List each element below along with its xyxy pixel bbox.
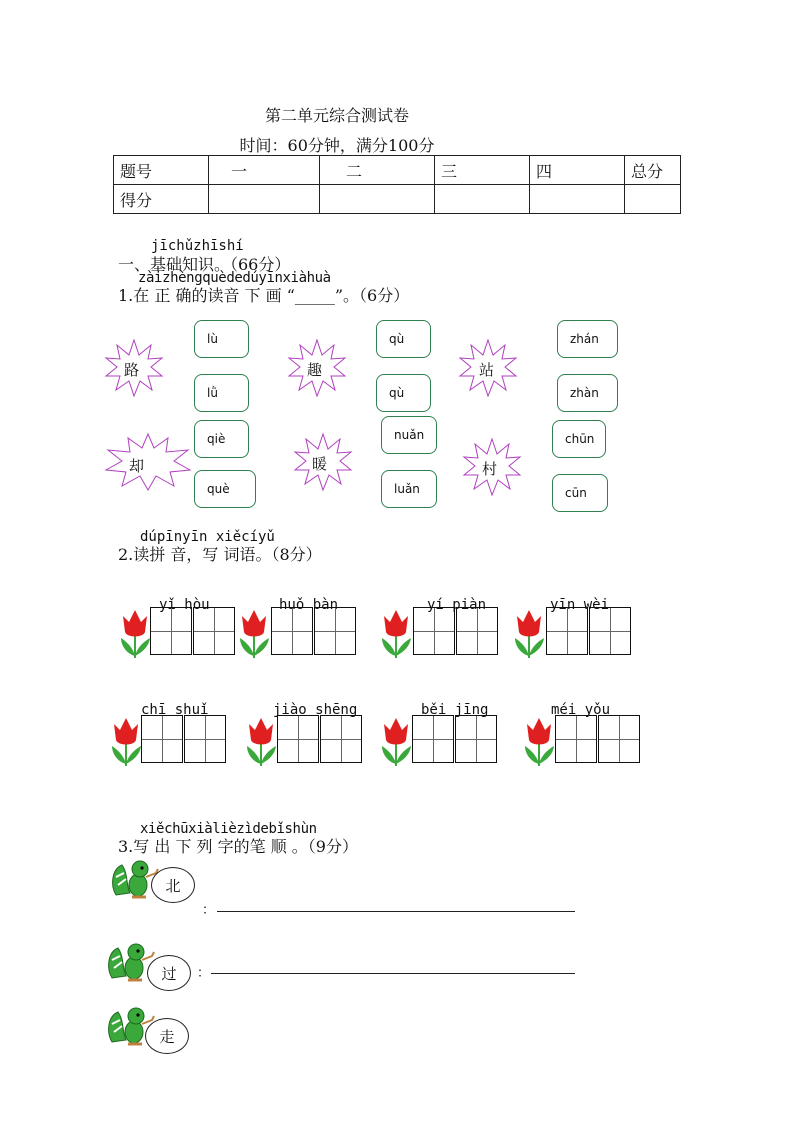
word-pinyin: běi jīng	[421, 702, 489, 718]
table-cell[interactable]	[625, 185, 681, 214]
pinyin-option[interactable]: què	[194, 470, 256, 508]
pinyin-option[interactable]: cūn	[552, 474, 608, 512]
page-subtitle: 时间：60分钟，满分100分	[239, 136, 435, 155]
word-pinyin: yí piàn	[427, 597, 487, 613]
star-char: 站	[479, 361, 495, 379]
pinyin-option[interactable]: qiè	[194, 420, 249, 458]
pinyin-option[interactable]: lǜ	[194, 374, 249, 412]
q3-pinyin: xiěchūxiàlièzìdebǐshùn	[140, 821, 317, 837]
stroke-char: 北	[151, 867, 195, 903]
stroke-char: 走	[145, 1018, 189, 1054]
writing-grid[interactable]	[271, 607, 357, 655]
word-pinyin: chī shuǐ	[141, 702, 209, 718]
table-row	[114, 185, 681, 214]
writing-grid[interactable]	[141, 715, 227, 763]
table-cell: 一	[209, 156, 320, 185]
tulip-icon	[511, 608, 547, 660]
table-cell: 总分	[625, 156, 681, 185]
q1-pinyin: zàizhèngquèdedúyīnxiàhuà	[138, 270, 331, 286]
writing-grid[interactable]	[555, 715, 641, 763]
star-char: 村	[482, 460, 498, 478]
q3-text: 3.写 出 下 列 字的笔 顺 。（9分）	[118, 837, 358, 856]
tulip-icon	[521, 716, 557, 768]
answer-line[interactable]	[217, 911, 575, 912]
pinyin-option[interactable]: qù	[376, 374, 431, 412]
tulip-icon	[108, 716, 144, 768]
word-pinyin: yīn wèi	[550, 597, 610, 613]
table-cell[interactable]	[209, 185, 320, 214]
table-cell: 三	[435, 156, 530, 185]
star-char: 路	[124, 361, 140, 379]
q2-text: 2.读拼 音，写 词语。（8分）	[118, 545, 322, 564]
pinyin-option[interactable]: zhán	[557, 320, 618, 358]
table-cell[interactable]	[435, 185, 530, 214]
word-pinyin: yǐ hòu	[159, 597, 210, 613]
tulip-icon	[117, 608, 153, 660]
pinyin-option[interactable]: qù	[376, 320, 431, 358]
tulip-icon	[236, 608, 272, 660]
table-cell: 四	[530, 156, 625, 185]
q1-text: 1.在 正 确的读音 下 画 “_____”。（6分）	[118, 286, 410, 305]
pinyin-option[interactable]: chūn	[552, 420, 606, 458]
tulip-icon	[378, 716, 414, 768]
table-cell: 得分	[114, 185, 209, 214]
star-char: 暖	[312, 455, 328, 473]
table-cell: 二	[320, 156, 435, 185]
table-cell: 题号	[114, 156, 209, 185]
q2-pinyin: dúpīnyīn xiěcíyǔ	[140, 529, 275, 545]
starburst-icon	[104, 432, 192, 492]
pinyin-option[interactable]: zhàn	[557, 374, 618, 412]
writing-grid[interactable]	[546, 607, 632, 655]
answer-line[interactable]	[211, 973, 575, 974]
pinyin-option[interactable]: luǎn	[381, 470, 437, 508]
page-title: 第二单元综合测试卷	[264, 106, 409, 125]
table-cell[interactable]	[530, 185, 625, 214]
pinyin-option[interactable]: nuǎn	[381, 416, 437, 454]
star-char: 却	[129, 457, 145, 475]
colon: ：	[202, 903, 216, 918]
word-pinyin: huǒ bàn	[279, 597, 339, 613]
star-char: 趣	[307, 361, 323, 379]
stroke-char: 过	[147, 955, 191, 991]
table-row	[114, 156, 681, 185]
word-pinyin: jiào shēng	[273, 702, 358, 718]
tulip-icon	[378, 608, 414, 660]
tulip-icon	[243, 716, 279, 768]
word-pinyin: méi yǒu	[551, 702, 611, 718]
writing-grid[interactable]	[150, 607, 236, 655]
colon: ：	[197, 966, 211, 981]
writing-grid[interactable]	[277, 715, 363, 763]
writing-grid[interactable]	[413, 607, 499, 655]
section1-pinyin: jīchǔzhīshí	[151, 238, 244, 254]
score-table	[113, 155, 681, 214]
table-cell[interactable]	[320, 185, 435, 214]
writing-grid[interactable]	[412, 715, 498, 763]
section1-heading: 一、基础知识。（66分）	[118, 255, 291, 274]
pinyin-option[interactable]: lù	[194, 320, 249, 358]
